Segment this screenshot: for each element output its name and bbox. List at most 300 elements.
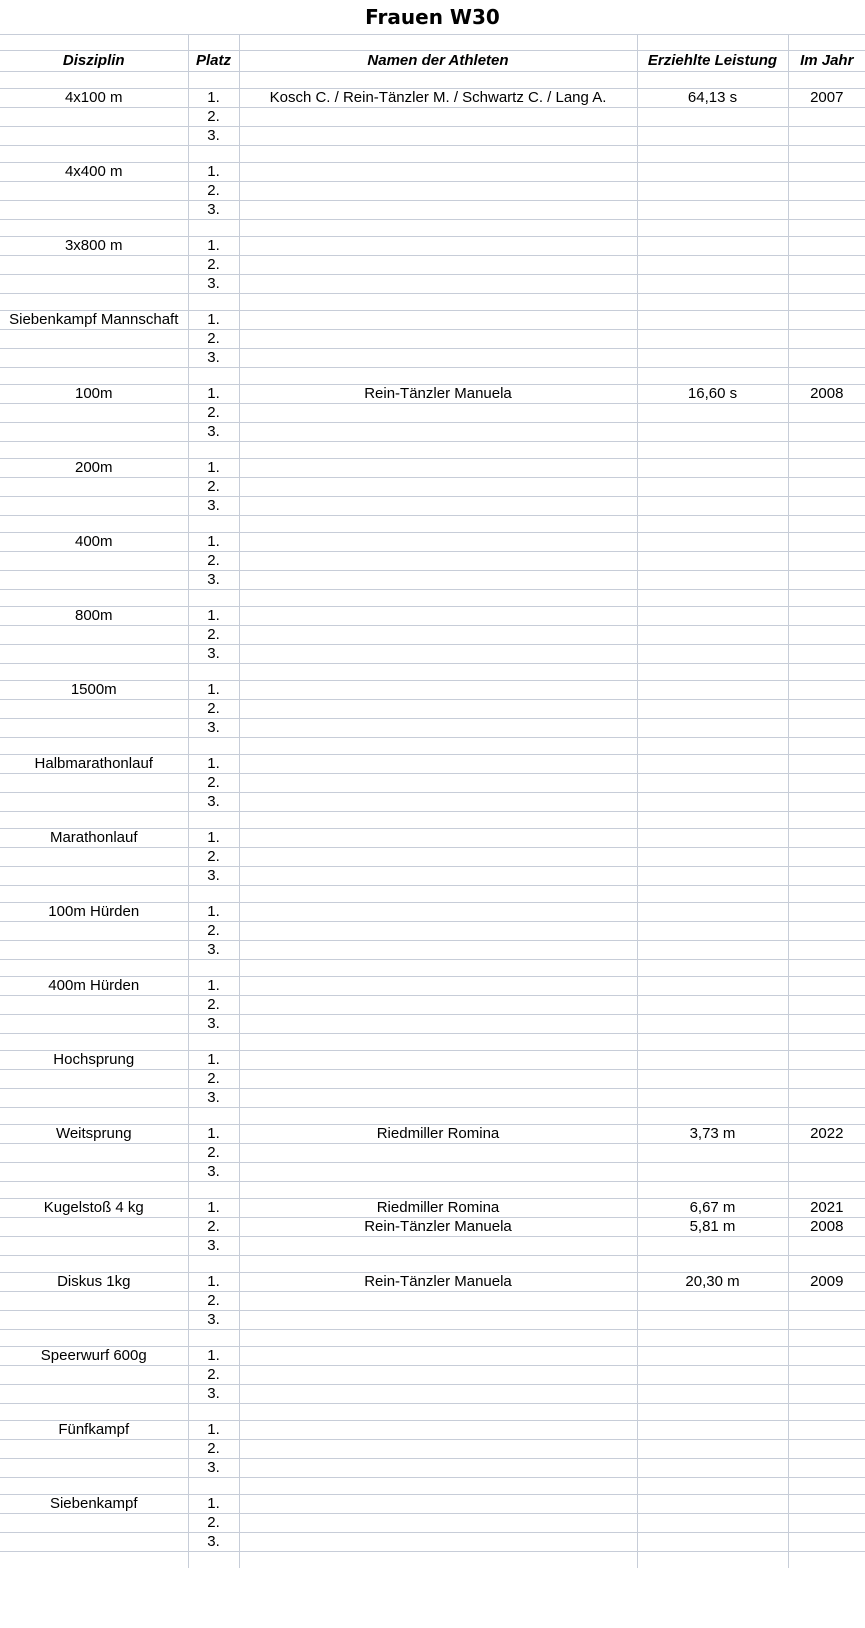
- performance-cell: [637, 626, 788, 645]
- empty-cell: [0, 497, 188, 516]
- empty-cell: [188, 1478, 239, 1495]
- year-cell: 2008: [788, 1218, 865, 1237]
- athlete-names: [239, 977, 637, 996]
- place-cell: 3.: [188, 719, 239, 738]
- place-cell: 1.: [188, 977, 239, 996]
- empty-cell: [0, 645, 188, 664]
- year-cell: [788, 774, 865, 793]
- year-cell: [788, 182, 865, 201]
- year-cell: [788, 1533, 865, 1552]
- empty-cell: [637, 1404, 788, 1421]
- year-cell: [788, 237, 865, 256]
- performance-cell: [637, 459, 788, 478]
- spacer-row: [0, 738, 865, 755]
- athlete-names: [239, 1237, 637, 1256]
- athlete-names: [239, 275, 637, 294]
- table-row: [0, 1144, 865, 1163]
- discipline-name: Siebenkampf: [0, 1495, 188, 1514]
- athlete-names: [239, 700, 637, 719]
- place-cell: 3.: [188, 1089, 239, 1108]
- table-row: [0, 1533, 865, 1552]
- year-cell: [788, 108, 865, 127]
- athlete-names: [239, 1070, 637, 1089]
- performance-cell: [637, 1495, 788, 1514]
- place-cell: 2.: [188, 256, 239, 275]
- spacer-row: [0, 812, 865, 829]
- empty-cell: [637, 294, 788, 311]
- athlete-names: [239, 108, 637, 127]
- table-row: [0, 774, 865, 793]
- athlete-names: [239, 1144, 637, 1163]
- year-cell: [788, 1495, 865, 1514]
- empty-cell: [188, 1182, 239, 1199]
- empty-cell: [0, 1459, 188, 1478]
- empty-cell: [0, 700, 188, 719]
- empty-cell: [637, 1478, 788, 1495]
- empty-cell: [0, 146, 188, 163]
- empty-cell: [0, 1015, 188, 1034]
- records-table: [0, 50, 865, 1568]
- performance-cell: [637, 755, 788, 774]
- athlete-names: [239, 497, 637, 516]
- table-row: [0, 1089, 865, 1108]
- athlete-names: [239, 1292, 637, 1311]
- athlete-names: [239, 829, 637, 848]
- empty-cell: [239, 664, 637, 681]
- athlete-names: [239, 922, 637, 941]
- performance-cell: [637, 571, 788, 590]
- table-row: [0, 571, 865, 590]
- discipline-name: 200m: [0, 459, 188, 478]
- athlete-names: [239, 1440, 637, 1459]
- empty-cell: [0, 719, 188, 738]
- empty-cell: [788, 220, 865, 237]
- spacer-row: [0, 886, 865, 903]
- empty-cell: [188, 1256, 239, 1273]
- spacer-row: [0, 1330, 865, 1347]
- empty-cell: [239, 1108, 637, 1125]
- athlete-names: [239, 1015, 637, 1034]
- empty-cell: [637, 886, 788, 903]
- place-cell: 2.: [188, 1070, 239, 1089]
- place-cell: 1.: [188, 829, 239, 848]
- place-cell: 3.: [188, 1459, 239, 1478]
- year-cell: [788, 163, 865, 182]
- athlete-names: [239, 774, 637, 793]
- performance-cell: [637, 349, 788, 368]
- discipline-name: 1500m: [0, 681, 188, 700]
- empty-cell: [788, 1404, 865, 1421]
- year-cell: [788, 571, 865, 590]
- year-cell: [788, 1459, 865, 1478]
- year-cell: [788, 423, 865, 442]
- place-cell: 1.: [188, 311, 239, 330]
- year-cell: 2009: [788, 1273, 865, 1292]
- empty-cell: [0, 220, 188, 237]
- empty-cell: [637, 1182, 788, 1199]
- spacer-row: [0, 516, 865, 533]
- athlete-names: Rein-Tänzler Manuela: [239, 385, 637, 404]
- athlete-names: [239, 848, 637, 867]
- empty-cell: [0, 848, 188, 867]
- table-row: [0, 1385, 865, 1404]
- place-cell: 2.: [188, 774, 239, 793]
- athlete-names: [239, 127, 637, 146]
- place-cell: 1.: [188, 533, 239, 552]
- empty-cell: [0, 423, 188, 442]
- table-row: [0, 848, 865, 867]
- empty-cell: [0, 478, 188, 497]
- place-cell: 1.: [188, 459, 239, 478]
- year-cell: [788, 256, 865, 275]
- year-cell: [788, 793, 865, 812]
- discipline-name: Weitsprung: [0, 1125, 188, 1144]
- performance-cell: [637, 774, 788, 793]
- empty-cell: [188, 72, 239, 89]
- empty-cell: [637, 664, 788, 681]
- athlete-names: [239, 681, 637, 700]
- athlete-names: Riedmiller Romina: [239, 1199, 637, 1218]
- spacer-row: [0, 1404, 865, 1421]
- place-cell: 1.: [188, 681, 239, 700]
- performance-cell: [637, 903, 788, 922]
- table-row: [0, 903, 865, 922]
- empty-cell: [188, 516, 239, 533]
- athlete-names: [239, 330, 637, 349]
- discipline-name: 100m: [0, 385, 188, 404]
- place-cell: 3.: [188, 1237, 239, 1256]
- performance-cell: 16,60 s: [637, 385, 788, 404]
- empty-cell: [0, 201, 188, 220]
- table-row: [0, 459, 865, 478]
- empty-cell: [0, 922, 188, 941]
- empty-cell: [188, 146, 239, 163]
- empty-cell: [239, 1404, 637, 1421]
- empty-cell: [239, 738, 637, 755]
- empty-cell: [637, 1108, 788, 1125]
- place-cell: 3.: [188, 1533, 239, 1552]
- year-cell: [788, 700, 865, 719]
- empty-cell: [0, 1292, 188, 1311]
- empty-cell: [0, 1089, 188, 1108]
- empty-cell: [239, 516, 637, 533]
- empty-cell: [239, 1034, 637, 1051]
- athlete-names: [239, 755, 637, 774]
- performance-cell: [637, 552, 788, 571]
- table-row: [0, 108, 865, 127]
- empty-cell: [239, 220, 637, 237]
- year-cell: [788, 404, 865, 423]
- place-cell: 3.: [188, 645, 239, 664]
- place-cell: 2.: [188, 1292, 239, 1311]
- place-cell: 3.: [188, 1015, 239, 1034]
- empty-cell: [239, 72, 637, 89]
- empty-cell: [239, 590, 637, 607]
- athlete-names: Rein-Tänzler Manuela: [239, 1218, 637, 1237]
- performance-cell: [637, 1440, 788, 1459]
- empty-cell: [239, 146, 637, 163]
- place-cell: 3.: [188, 1385, 239, 1404]
- empty-cell: [0, 330, 188, 349]
- performance-cell: [637, 182, 788, 201]
- table-row: [0, 607, 865, 626]
- athlete-names: [239, 1533, 637, 1552]
- performance-cell: [637, 867, 788, 886]
- empty-cell: [188, 738, 239, 755]
- empty-cell: [788, 1034, 865, 1051]
- table-row: [0, 1311, 865, 1330]
- athlete-names: [239, 163, 637, 182]
- empty-cell: [188, 1552, 239, 1569]
- empty-cell: [637, 960, 788, 977]
- empty-cell: [0, 571, 188, 590]
- empty-cell: [239, 368, 637, 385]
- empty-cell: [788, 1256, 865, 1273]
- place-cell: 1.: [188, 1347, 239, 1366]
- place-cell: 2.: [188, 478, 239, 497]
- discipline-name: 100m Hürden: [0, 903, 188, 922]
- performance-cell: [637, 1163, 788, 1182]
- performance-cell: 64,13 s: [637, 89, 788, 108]
- empty-cell: [0, 256, 188, 275]
- spacer-row: [0, 960, 865, 977]
- performance-cell: [637, 1144, 788, 1163]
- athlete-names: [239, 311, 637, 330]
- athlete-names: Kosch C. / Rein-Tänzler M. / Schwartz C. / Lang A.: [239, 89, 637, 108]
- place-cell: 2.: [188, 626, 239, 645]
- empty-cell: [0, 886, 188, 903]
- performance-cell: [637, 497, 788, 516]
- empty-cell: [0, 1070, 188, 1089]
- year-cell: [788, 1514, 865, 1533]
- athlete-names: [239, 1051, 637, 1070]
- performance-cell: [637, 922, 788, 941]
- empty-cell: [0, 774, 188, 793]
- performance-cell: [637, 533, 788, 552]
- table-row: [0, 1125, 865, 1144]
- athlete-names: [239, 256, 637, 275]
- place-cell: 2.: [188, 330, 239, 349]
- spacer-row: [0, 72, 865, 89]
- place-cell: 1.: [188, 1421, 239, 1440]
- place-cell: 3.: [188, 1163, 239, 1182]
- empty-cell: [0, 1182, 188, 1199]
- empty-cell: [188, 368, 239, 385]
- empty-cell: [637, 590, 788, 607]
- place-cell: 2.: [188, 1144, 239, 1163]
- empty-cell: [0, 738, 188, 755]
- place-cell: 3.: [188, 1311, 239, 1330]
- performance-cell: [637, 700, 788, 719]
- year-cell: [788, 829, 865, 848]
- table-row: [0, 977, 865, 996]
- athlete-names: [239, 1311, 637, 1330]
- discipline-name: Marathonlauf: [0, 829, 188, 848]
- athlete-names: [239, 349, 637, 368]
- empty-cell: [0, 72, 188, 89]
- discipline-name: Diskus 1kg: [0, 1273, 188, 1292]
- empty-cell: [0, 108, 188, 127]
- empty-cell: [239, 1330, 637, 1347]
- empty-cell: [188, 442, 239, 459]
- place-cell: 3.: [188, 275, 239, 294]
- year-cell: [788, 607, 865, 626]
- performance-cell: [637, 848, 788, 867]
- empty-cell: [0, 1533, 188, 1552]
- performance-cell: [637, 330, 788, 349]
- year-cell: [788, 1070, 865, 1089]
- table-row: [0, 829, 865, 848]
- empty-cell: [637, 220, 788, 237]
- performance-cell: [637, 793, 788, 812]
- performance-cell: [637, 237, 788, 256]
- empty-cell: [188, 1404, 239, 1421]
- year-cell: 2021: [788, 1199, 865, 1218]
- year-cell: [788, 349, 865, 368]
- empty-cell: [788, 1330, 865, 1347]
- year-cell: [788, 922, 865, 941]
- year-cell: [788, 201, 865, 220]
- table-row: [0, 1199, 865, 1218]
- table-row: [0, 1440, 865, 1459]
- spacer-row: [0, 368, 865, 385]
- empty-cell: [788, 738, 865, 755]
- year-cell: [788, 755, 865, 774]
- performance-cell: [637, 1237, 788, 1256]
- performance-cell: [637, 607, 788, 626]
- empty-cell: [788, 1108, 865, 1125]
- year-cell: [788, 977, 865, 996]
- place-cell: 2.: [188, 404, 239, 423]
- table-row: [0, 127, 865, 146]
- place-cell: 1.: [188, 755, 239, 774]
- year-cell: [788, 1421, 865, 1440]
- empty-cell: [0, 590, 188, 607]
- athlete-names: [239, 1089, 637, 1108]
- empty-cell: [0, 127, 188, 146]
- empty-cell: [0, 626, 188, 645]
- discipline-name: Fünfkampf: [0, 1421, 188, 1440]
- discipline-name: Siebenkampf Mannschaft: [0, 311, 188, 330]
- place-cell: 1.: [188, 163, 239, 182]
- header-year: Im Jahr: [788, 51, 865, 72]
- year-cell: [788, 478, 865, 497]
- empty-cell: [239, 294, 637, 311]
- performance-cell: 20,30 m: [637, 1273, 788, 1292]
- empty-cell: [0, 1404, 188, 1421]
- spacer-row: [0, 1182, 865, 1199]
- performance-cell: [637, 1070, 788, 1089]
- year-cell: [788, 1163, 865, 1182]
- place-cell: 2.: [188, 848, 239, 867]
- empty-cell: [239, 1552, 637, 1569]
- empty-cell: [0, 1311, 188, 1330]
- empty-cell: [0, 1108, 188, 1125]
- year-cell: 2007: [788, 89, 865, 108]
- table-row: [0, 1218, 865, 1237]
- empty-cell: [239, 1182, 637, 1199]
- table-row: [0, 1459, 865, 1478]
- spacer-row: [0, 294, 865, 311]
- place-cell: 1.: [188, 1495, 239, 1514]
- place-cell: 2.: [188, 922, 239, 941]
- year-cell: [788, 1292, 865, 1311]
- year-cell: [788, 1089, 865, 1108]
- empty-cell: [0, 1552, 188, 1569]
- athlete-names: [239, 941, 637, 960]
- spacer-row: [0, 220, 865, 237]
- performance-cell: [637, 311, 788, 330]
- table-row: [0, 1237, 865, 1256]
- discipline-name: Halbmarathonlauf: [0, 755, 188, 774]
- year-cell: [788, 127, 865, 146]
- table-row: [0, 793, 865, 812]
- table-row: [0, 996, 865, 1015]
- year-cell: [788, 645, 865, 664]
- discipline-name: 800m: [0, 607, 188, 626]
- athlete-names: Rein-Tänzler Manuela: [239, 1273, 637, 1292]
- place-cell: 2.: [188, 552, 239, 571]
- empty-cell: [637, 1256, 788, 1273]
- empty-cell: [188, 812, 239, 829]
- table-row: [0, 1347, 865, 1366]
- athlete-names: [239, 903, 637, 922]
- empty-cell: [0, 1034, 188, 1051]
- performance-cell: [637, 645, 788, 664]
- place-cell: 2.: [188, 1440, 239, 1459]
- year-cell: [788, 497, 865, 516]
- athlete-names: [239, 459, 637, 478]
- place-cell: 2.: [188, 1366, 239, 1385]
- performance-cell: [637, 108, 788, 127]
- table-row: [0, 89, 865, 108]
- empty-cell: [188, 960, 239, 977]
- empty-cell: [788, 146, 865, 163]
- empty-cell: [788, 886, 865, 903]
- table-row: [0, 163, 865, 182]
- performance-cell: [637, 163, 788, 182]
- place-cell: 3.: [188, 497, 239, 516]
- performance-cell: [637, 1366, 788, 1385]
- table-row: [0, 1273, 865, 1292]
- year-cell: [788, 275, 865, 294]
- athlete-names: [239, 1385, 637, 1404]
- athlete-names: [239, 607, 637, 626]
- place-cell: 2.: [188, 700, 239, 719]
- place-cell: 2.: [188, 182, 239, 201]
- discipline-name: Kugelstoß 4 kg: [0, 1199, 188, 1218]
- athlete-names: [239, 533, 637, 552]
- discipline-name: 4x100 m: [0, 89, 188, 108]
- athlete-names: [239, 1366, 637, 1385]
- athlete-names: [239, 237, 637, 256]
- empty-cell: [637, 1034, 788, 1051]
- discipline-name: Speerwurf 600g: [0, 1347, 188, 1366]
- empty-cell: [239, 886, 637, 903]
- empty-cell: [788, 368, 865, 385]
- year-cell: [788, 867, 865, 886]
- table-row: [0, 275, 865, 294]
- empty-cell: [637, 516, 788, 533]
- year-cell: [788, 1237, 865, 1256]
- table-row: [0, 256, 865, 275]
- performance-cell: [637, 201, 788, 220]
- performance-cell: [637, 1347, 788, 1366]
- empty-cell: [0, 1256, 188, 1273]
- spacer-row: [0, 664, 865, 681]
- table-row: [0, 645, 865, 664]
- year-cell: [788, 719, 865, 738]
